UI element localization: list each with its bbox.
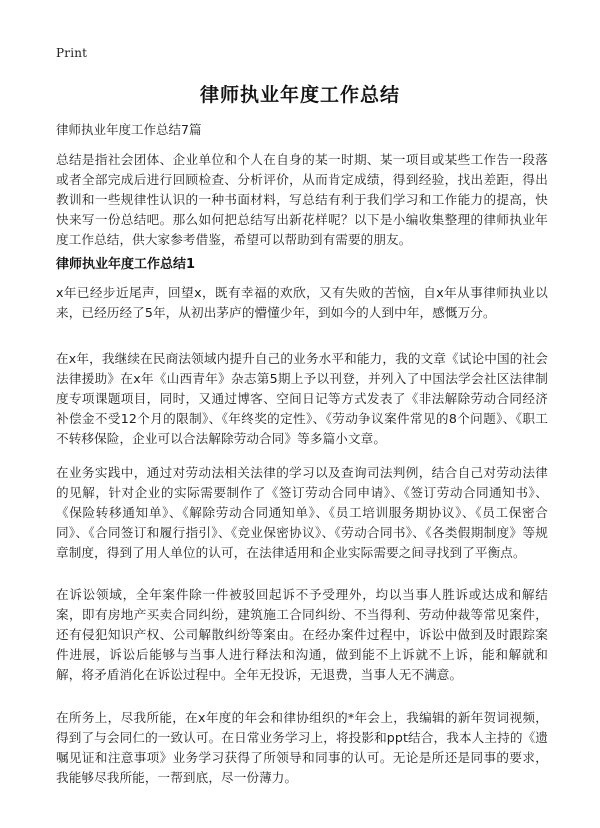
intro-paragraph: 总结是指社会团体、企业单位和个人在自身的某一时期、某一项目或某些工作告一段落或者全部完成后进行回顾检查、分析评价，从而肯定成绩，得到经验，找出差距，得出教训和一些规律性认识的一种书面材料，写总结有利于我们学习和工作能力的提高，快快来写一份总结吧。那么如何把总结写出新花样呢？以下是小编收集整理的律师执业年度工作总结，供大家参考借鉴，希望可以帮助到有需要的朋友。 (56, 152, 548, 247)
body-paragraph: 在业务实践中，通过对劳动法相关法律的学习以及查询司法判例，结合自己对劳动法律的见解，针对企业的实际需要制作了《签订劳动合同申请》、《签订劳动合同通知书》、《保险转移通知单》、《解除劳动合同通知单》、《员工培训服务期协议》、《员工保密合同》、《合同签订和履行指引》、《竞业保密协议》、《劳动合同书》、《各类假期制度》等规章制度，得到了用人单位的认可，在法律适用和企业实际需要之间寻找到了平衡点。 (56, 465, 548, 560)
body-paragraph: 在x年，我继续在民商法领域内提升自己的业务水平和能力，我的文章《试论中国的社会法律援助》在x年《山西青年》杂志第5期上予以刊登，并列入了中国法学会社区法律制度专项课题项目，同时，又通过博客、空间日记等方式发表了《非法解除劳动合同经济补偿金不受12个月的限制》、《年终奖的定性》、《劳动争议案件常见的8个问题》、《职工不转移保险，企业可以合法解除劳动合同》等多篇小文章。 (56, 351, 548, 446)
page-title: 律师执业年度工作总结 (199, 84, 400, 106)
body-paragraph: x年已经步近尾声，回望x，既有幸福的欢欣，又有失败的苦恼，自x年从事律师执业以来，已经历经了5年，从初出茅庐的懵懂少年，到如今的人到中年，感慨万分。 (56, 285, 548, 320)
body-paragraph: 在所务上，尽我所能，在x年度的年会和律协组织的*年会上，我编辑的新年贺词视频，得到了与会同仁的一致认可。在日常业务学习上，将投影和ppt结合，我本人主持的《遗嘱见证和注意事项》业务学习获得了所领导和同事的认可。无论是所还是同事的要求，我能够尽我所能，一帮到底，尽一份薄力。 (56, 710, 548, 785)
section-heading: 律师执业年度工作总结1 (56, 257, 196, 272)
document-subtitle: 律师执业年度工作总结7篇 (56, 122, 202, 137)
print-link[interactable]: Print (56, 46, 88, 60)
body-paragraph: 在诉讼领域，全年案件除一件被驳回起诉不予受理外，均以当事人胜诉或达成和解结案，即有房地产买卖合同纠纷，建筑施工合同纠纷、不当得利、劳动仲裁等常见案件，还有侵犯知识产权、公司解散纠纷等案由。在经办案件过程中，诉讼中做到及时跟踪案件进展，诉讼后能够与当事人进行释法和沟通，做到能不上诉就不上诉，能和解就和解，将矛盾消化在诉讼过程中。全年无投诉，无退费，当事人无不满意。 (56, 587, 548, 682)
